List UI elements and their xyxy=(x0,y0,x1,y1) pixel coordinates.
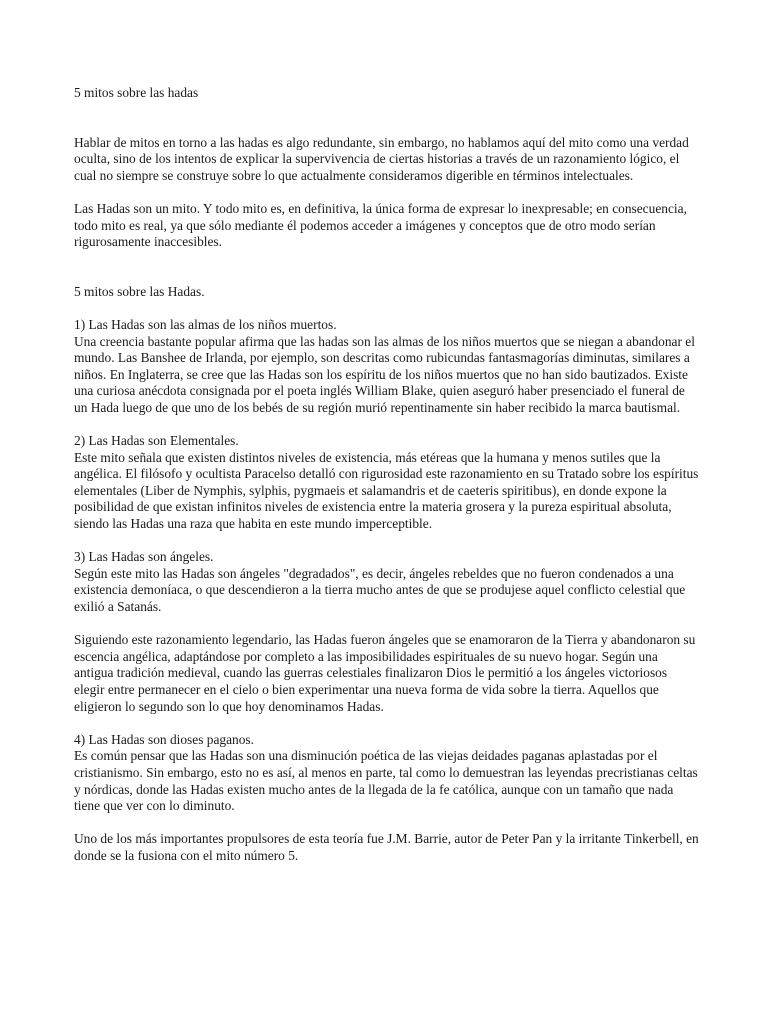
intro-paragraph-2: Las Hadas son un mito. Y todo mito es, en definitiva, la única forma de expresar lo inexpresable; en consecuencia, todo mito es real, ya que sólo mediante él podemos acceder a imágenes y conceptos que de otro modo serían rigurosamente inaccesibles. xyxy=(74,200,687,250)
document-body xyxy=(74,85,700,865)
section-4-paragraph-2: Uno de los más importantes propulsores de esta teoría fue J.M. Barrie, autor de Peter Pan y la irritante Tinkerbell, en donde se la fusiona con el mito número 5. xyxy=(74,831,699,863)
section-3-paragraph-2: Siguiendo este razonamiento legendario, las Hadas fueron ángeles que se enamoraron de la Tierra y abandonaron su escencia angélica, adaptándose por completo a las imposibilidades espirituales de su nuevo hogar. Según una antigua tradición medieval, cuando las guerras celestiales finalizaron Dios le permitió a los ángeles victoriosos elegir entre permanecer en el cielo o bien experimentar una nueva forma de vida sobre la tierra. Aquellos que eligieron lo segundo son lo que hoy denominamos Hadas. xyxy=(74,632,696,714)
section-heading-1: 1) Las Hadas son las almas de los niños muertos. xyxy=(74,316,337,332)
document-subtitle: 5 mitos sobre las Hadas. xyxy=(74,283,205,299)
section-heading-2: 2) Las Hadas son Elementales. xyxy=(74,433,239,449)
section-4-paragraph-1: Es común pensar que las Hadas son una disminución poética de las viejas deidades paganas aplastadas por el cristianismo. Sin embargo, esto no es así, al menos en parte, tal como lo demuestran las leyendas precristianas celtas y nórdicas, donde las Hadas existen mucho antes de la llegada de la fe católica, aunque con un tamaño que nada tiene que ver con lo diminuto. xyxy=(74,748,698,814)
section-1-paragraph-1: Una creencia bastante popular afirma que las hadas son las almas de los niños muertos que se niegan a abandonar el mundo. Las Banshee de Irlanda, por ejemplo, son descritas como rubicundas fantasmagorías diminutas, similares a niños. En Inglaterra, se cree que las Hadas son los espíritu de los niños muertos que no han sido bautizados. Existe una curiosa anécdota consignada por el poeta inglés William Blake, quien aseguró haber presenciado el funeral de un Hada luego de que uno de los bebés de su región murió repentinamente sin haber recibido la marca bautismal. xyxy=(74,333,695,415)
section-2-paragraph-1: Este mito señala que existen distintos niveles de existencia, más etéreas que la humana y menos sutiles que la angélica. El filósofo y ocultista Paracelso detalló con rigurosidad este razonamiento en su Tratado sobre los espíritus elementales (Liber de Nymphis, sylphis, pygmaeis et salamandris et de caeteris spiritibus), en donde expone la posibilidad de que existan infinitos niveles de existencia entre la materia grosera y la pureza espiritual absoluta, siendo las Hadas una raza que habita en este mundo imperceptible. xyxy=(74,449,699,532)
intro-paragraph-1: Hablar de mitos en torno a las hadas es algo redundante, sin embargo, no hablamos aquí del mito como una verdad oculta, sino de los intentos de explicar la supervivencia de ciertas historias a través de un razonamiento lógico, el cual no siempre se construye sobre lo que actualmente consideramos digerible en términos intelectuales. xyxy=(74,134,689,183)
document-title: 5 mitos sobre las hadas xyxy=(74,85,199,100)
section-heading-4: 4) Las Hadas son dioses paganos. xyxy=(74,731,254,747)
section-heading-3: 3) Las Hadas son ángeles. xyxy=(74,549,214,565)
section-3-paragraph-1: Según este mito las Hadas son ángeles "degradados", es decir, ángeles rebeldes que no fueron condenados a una existencia demoníaca, o que descendieron a la tierra mucho antes de que se produjese aquel conflicto celestial que exilió a Satanás. xyxy=(74,565,686,615)
